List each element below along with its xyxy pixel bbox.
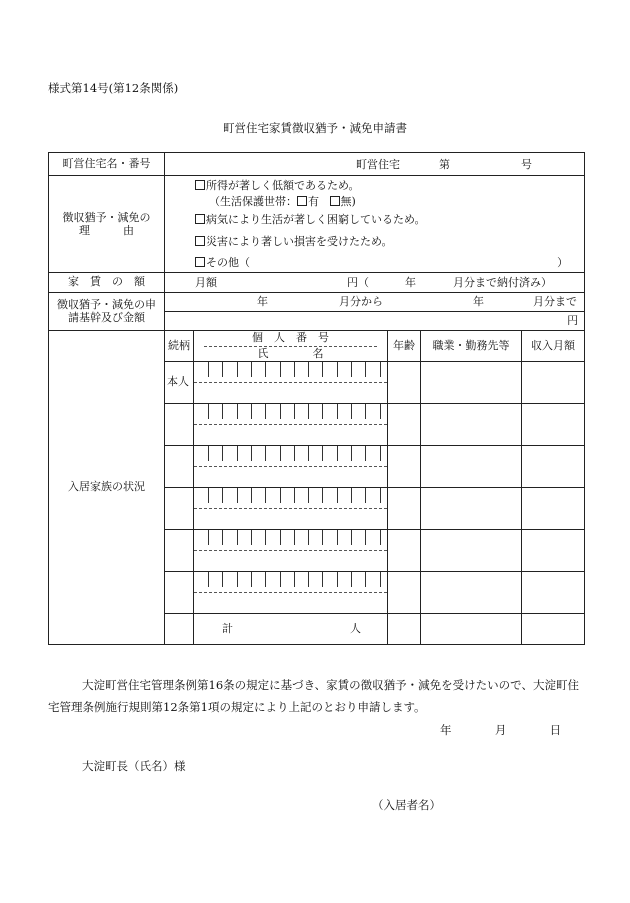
housing-label: 町営住宅名・番号 [49, 153, 165, 176]
relation-cell[interactable] [165, 403, 194, 445]
amount-label: 徴収猶予・減免の申 請基幹及び金額 [49, 292, 165, 330]
amount-field[interactable]: 円 [165, 311, 585, 330]
reason-row [49, 176, 585, 273]
period-field[interactable]: 年 月分から 年 月分まで [165, 292, 585, 311]
document-title: 町営住宅家賃徴収猶予・減免申請書 [223, 121, 407, 135]
reason-label-line1: 徴収猶予・減免の [62, 210, 151, 224]
number-name-cell[interactable] [194, 487, 388, 529]
reason-option-income[interactable]: 所得が著しく低額であるため。 [165, 176, 584, 196]
total-job-cell [421, 613, 522, 644]
family-label: 入居家族の状況 [49, 330, 165, 644]
housing-text-b: 第 [439, 158, 450, 171]
name-separator [194, 592, 387, 593]
checkbox-icon[interactable] [297, 196, 307, 206]
name-separator [194, 382, 387, 383]
number-name-cell[interactable] [194, 571, 388, 613]
rent-field[interactable]: 月額 円（ 年 月分まで納付済み） [165, 272, 585, 292]
relation-cell[interactable] [165, 529, 194, 571]
name-separator [194, 550, 387, 551]
col-income: 収入月額 [522, 330, 585, 361]
age-cell[interactable] [388, 403, 421, 445]
housing-text-c: 号 [521, 158, 532, 171]
relation-cell[interactable] [165, 487, 194, 529]
relation-cell[interactable] [165, 571, 194, 613]
job-cell[interactable] [421, 487, 522, 529]
checkbox-icon[interactable] [195, 236, 205, 246]
job-cell[interactable] [421, 403, 522, 445]
number-name-cell[interactable] [194, 529, 388, 571]
family-header-row [49, 330, 585, 361]
reason-option-illness[interactable]: 病気により生活が著しく困窮しているため。 [165, 209, 584, 231]
name-separator [194, 466, 387, 467]
welfare-line: （生活保護世帯： 有 無) [209, 194, 356, 208]
age-cell[interactable] [388, 529, 421, 571]
name-separator [194, 424, 387, 425]
total-income-cell [522, 613, 585, 644]
date-day: 日 [549, 723, 562, 737]
number-digit-grid [208, 362, 380, 382]
checkbox-icon[interactable] [330, 196, 340, 206]
rent-row [49, 272, 585, 292]
housing-field[interactable] [165, 153, 585, 176]
checkbox-icon[interactable] [195, 214, 205, 224]
number-digit-grid [208, 572, 380, 592]
number-name-cell[interactable] [194, 403, 388, 445]
age-cell[interactable] [388, 445, 421, 487]
date-year: 年 [440, 723, 452, 737]
reason-option-disaster[interactable]: 災害により著しい損害を受けたため。 [165, 231, 584, 253]
total-age-cell [388, 613, 421, 644]
relation-cell[interactable] [165, 445, 194, 487]
job-cell[interactable] [421, 361, 522, 403]
income-cell[interactable] [522, 445, 585, 487]
number-name-cell[interactable] [194, 445, 388, 487]
number-digit-grid [208, 404, 380, 424]
total-cell[interactable]: 計 人 [194, 613, 388, 644]
income-cell[interactable] [522, 571, 585, 613]
income-cell[interactable] [522, 403, 585, 445]
number-digit-grid [208, 530, 380, 550]
application-form-table [48, 152, 585, 645]
income-cell[interactable] [522, 361, 585, 403]
number-digit-grid [208, 446, 380, 466]
form-number: 様式第14号(第12条関係) [48, 81, 179, 95]
period-row [49, 292, 585, 311]
statement-text: 大淀町営住宅管理条例第16条の規定に基づき、家賃の徴収猶予・減免を受けたいので、大淀町住宅管理条例施行規則第12条第1項の規定により上記のとおり申請します。 [48, 678, 579, 714]
age-cell[interactable] [388, 571, 421, 613]
relation-cell[interactable] [165, 361, 194, 403]
date-line [440, 722, 561, 738]
col-job: 職業・勤務先等 [421, 330, 522, 361]
rent-label: 家 賃 の 額 [49, 272, 165, 292]
name-separator [194, 508, 387, 509]
job-cell[interactable] [421, 571, 522, 613]
col-age: 年齢 [388, 330, 421, 361]
checkbox-icon[interactable] [195, 257, 205, 267]
reason-label-line2: 理 由 [79, 223, 134, 237]
total-relation-cell [165, 613, 194, 644]
col-number-name: 個 人 番 号 氏 名 [194, 330, 388, 361]
col-relation: 続柄 [165, 330, 194, 361]
housing-row [49, 153, 585, 176]
income-cell[interactable] [522, 529, 585, 571]
checkbox-icon[interactable] [195, 180, 205, 190]
job-cell[interactable] [421, 529, 522, 571]
number-name-cell[interactable] [194, 361, 388, 403]
applicant-name-label: （入居者名） [372, 798, 441, 812]
self-label: 本人 [167, 374, 189, 388]
date-month: 月 [494, 723, 507, 737]
reason-options [165, 176, 585, 273]
age-cell[interactable] [388, 487, 421, 529]
income-cell[interactable] [522, 487, 585, 529]
reason-label [49, 176, 165, 273]
reason-option-other[interactable]: その他（ ） [165, 253, 584, 272]
job-cell[interactable] [421, 445, 522, 487]
age-cell[interactable] [388, 361, 421, 403]
number-digit-grid [208, 488, 380, 508]
addressee: 大淀町長（氏名）様 [82, 759, 186, 773]
housing-text-a: 町営住宅 [356, 158, 400, 171]
